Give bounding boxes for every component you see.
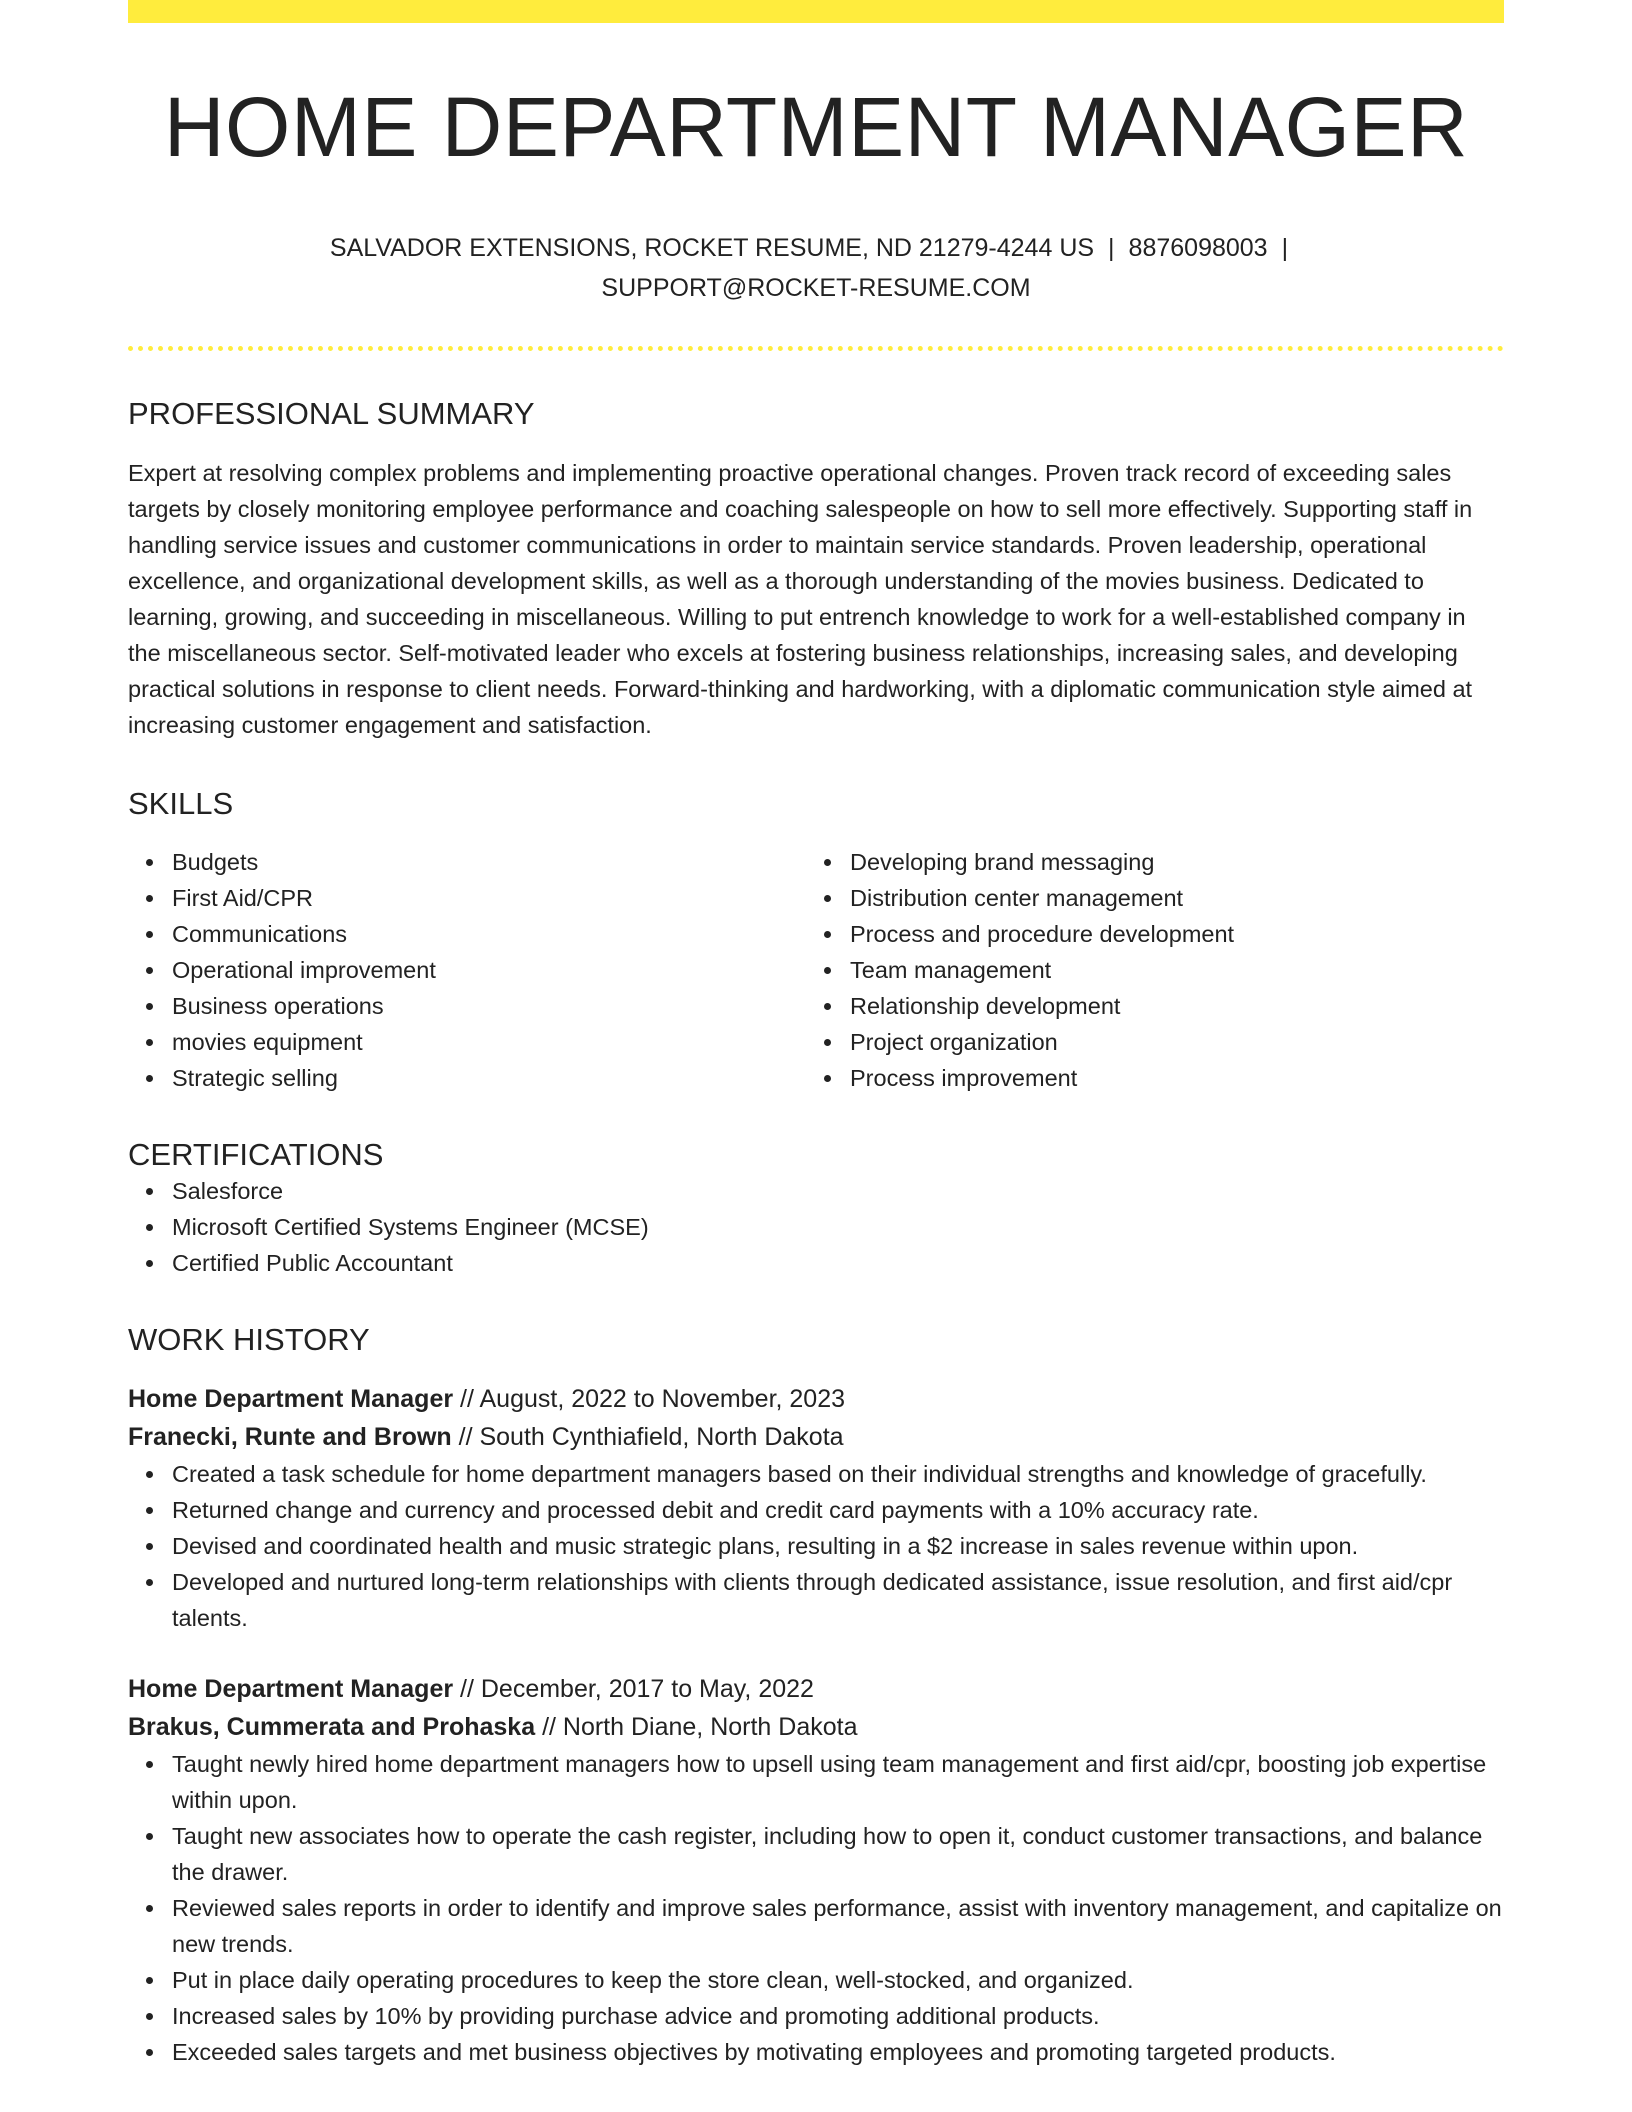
contact-phone: 8876098003 bbox=[1128, 234, 1268, 263]
section-title-summary: PROFESSIONAL SUMMARY bbox=[128, 396, 535, 432]
summary-text: Expert at resolving complex problems and implementing proactive operational changes. Proven track record of exceeding sales targets by closely monitoring employee performance and coaching salespeople on how to sell more effectively. Supporting staff in handling service issues and customer communications in order to maintain service standards. Proven leadership, operational excellence, and organizational development skills, as well as a thorough understanding of the movies business. Dedicated to learning, growing, and succeeding in miscellaneous. Willing to put entrench knowledge to work for a well-established company in the miscellaneous sector. Self-motivated leader who excels at fostering business relationships, increasing sales, and developing practical solutions in response to client needs. Forward-thinking and hardworking, with a diplomatic communication style aimed at increasing customer engagement and satisfaction. bbox=[128, 459, 1473, 738]
contact-email[interactable]: SUPPORT@ROCKET-RESUME.COM bbox=[601, 274, 1031, 303]
job-bullet: Exceeded sales targets and met business objectives by motivating employees and promoting targeted products. bbox=[128, 2034, 1504, 2070]
skills-list-right bbox=[806, 844, 1484, 1096]
skill-item: Strategic selling bbox=[128, 1060, 806, 1096]
job-role-line bbox=[128, 1380, 1504, 1418]
skill-item: Process and procedure development bbox=[806, 916, 1484, 952]
certification-item: Certified Public Accountant bbox=[128, 1245, 1504, 1281]
section-title-work-history: WORK HISTORY bbox=[128, 1321, 370, 1357]
resume-page bbox=[128, 0, 1504, 2070]
skills-column-left bbox=[128, 844, 806, 1096]
job-bullet: Put in place daily operating procedures to keep the store clean, well-stocked, and organized. bbox=[128, 1962, 1504, 1998]
job-bullet: Increased sales by 10% by providing purchase advice and promoting additional products. bbox=[128, 1998, 1504, 2034]
skill-item: Communications bbox=[128, 916, 806, 952]
contact-separator: | bbox=[1108, 234, 1115, 263]
job-location: // South Cynthiafield, North Dakota bbox=[458, 1423, 844, 1452]
resume-name: HOME DEPARTMENT MANAGER bbox=[163, 80, 1469, 174]
job-bullets bbox=[128, 1456, 1504, 1636]
skill-item: Developing brand messaging bbox=[806, 844, 1484, 880]
job-dates: // August, 2022 to November, 2023 bbox=[460, 1385, 846, 1414]
job-bullet: Created a task schedule for home department managers based on their individual strengths and knowledge of gracefully. bbox=[128, 1456, 1504, 1492]
skill-item: Relationship development bbox=[806, 988, 1484, 1024]
job-company: Brakus, Cummerata and Prohaska bbox=[128, 1713, 536, 1742]
job-bullet: Developed and nurtured long-term relationships with clients through dedicated assistance, issue resolution, and first aid/cpr talents. bbox=[128, 1564, 1504, 1636]
skill-item: Operational improvement bbox=[128, 952, 806, 988]
job-bullets bbox=[128, 1746, 1504, 2070]
job-entry-2 bbox=[128, 1670, 1504, 2070]
skill-item: Business operations bbox=[128, 988, 806, 1024]
contact-address: SALVADOR EXTENSIONS, ROCKET RESUME, ND 21279-4244 US bbox=[329, 234, 1095, 263]
contact-info bbox=[128, 228, 1504, 308]
job-bullet: Devised and coordinated health and music strategic plans, resulting in a $2 increase in sales revenue within upon. bbox=[128, 1528, 1504, 1564]
job-entry-1 bbox=[128, 1380, 1504, 1636]
skill-item: Team management bbox=[806, 952, 1484, 988]
skills-grid bbox=[128, 844, 1504, 1096]
section-title-certifications: CERTIFICATIONS bbox=[128, 1136, 384, 1172]
skill-item: Process improvement bbox=[806, 1060, 1484, 1096]
job-company-line bbox=[128, 1708, 1504, 1746]
contact-line-1 bbox=[128, 228, 1504, 268]
job-bullet: Taught new associates how to operate the cash register, including how to open it, conduct customer transactions, and balance the drawer. bbox=[128, 1818, 1504, 1890]
skills-column-right bbox=[806, 844, 1484, 1096]
job-bullet: Reviewed sales reports in order to identify and improve sales performance, assist with inventory management, and capitalize on new trends. bbox=[128, 1890, 1504, 1962]
job-role-line bbox=[128, 1670, 1504, 1708]
job-company: Franecki, Runte and Brown bbox=[128, 1423, 452, 1452]
certification-item: Microsoft Certified Systems Engineer (MCSE) bbox=[128, 1209, 1504, 1245]
job-dates: // December, 2017 to May, 2022 bbox=[460, 1675, 814, 1704]
job-role: Home Department Manager bbox=[128, 1385, 454, 1414]
contact-separator: | bbox=[1281, 234, 1289, 263]
job-company-line bbox=[128, 1418, 1504, 1456]
skill-item: First Aid/CPR bbox=[128, 880, 806, 916]
job-location: // North Diane, North Dakota bbox=[542, 1713, 858, 1742]
section-title-skills: SKILLS bbox=[128, 785, 234, 821]
skills-list-left bbox=[128, 844, 806, 1096]
skill-item: Project organization bbox=[806, 1024, 1484, 1060]
job-role: Home Department Manager bbox=[128, 1675, 454, 1704]
contact-line-2 bbox=[128, 268, 1504, 308]
skill-item: movies equipment bbox=[128, 1024, 806, 1060]
accent-top-bar bbox=[128, 0, 1504, 23]
job-bullet: Returned change and currency and processed debit and credit card payments with a 10% accuracy rate. bbox=[128, 1492, 1504, 1528]
skill-item: Distribution center management bbox=[806, 880, 1484, 916]
certification-item: Salesforce bbox=[128, 1173, 1504, 1209]
certifications-list bbox=[128, 1173, 1504, 1281]
job-bullet: Taught newly hired home department managers how to upsell using team management and first aid/cpr, boosting job expertise within upon. bbox=[128, 1746, 1504, 1818]
dotted-divider bbox=[128, 346, 1504, 351]
skill-item: Budgets bbox=[128, 844, 806, 880]
